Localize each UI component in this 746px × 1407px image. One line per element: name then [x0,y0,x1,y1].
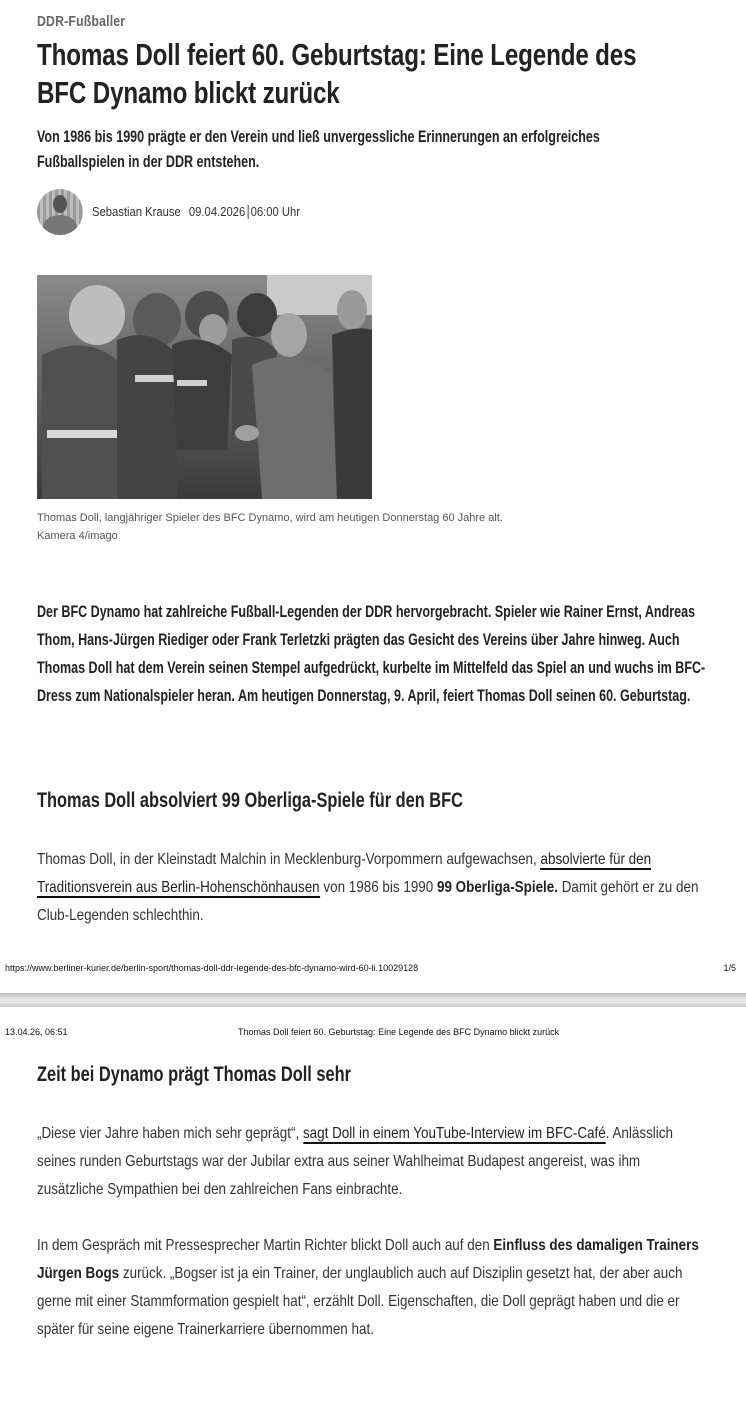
bold-oberliga-spiele: 99 Oberliga-Spiele. [436,879,558,896]
section-zeit-paragraph-2 [37,1232,709,1344]
text: . Anlässlich seines runden Geburtstags war der Jubilar extra aus seiner Wahlheimat Budapest angereist, was ihm zusätzliche Sympathien bei den zahlreichen Fans einbrachte. [37,1125,673,1198]
avatar-head-shape [53,195,67,213]
author-row [37,188,323,236]
author-name[interactable]: Sebastian Krause [92,205,181,219]
image-caption [37,509,503,545]
section-heading-zeit-bei-dynamo: Zeit bei Dynamo prägt Thomas Doll sehr [37,1063,352,1086]
text: zurück. „Bogser ist ja ein Trainer, der unglaublich auch auf Disziplin gesetzt hat, der aber auch gerne mit einer Stammformation gespielt hat“, erzählt Doll. Eigenschaften, die Doll geprägt haben und die er später für seine eigene Trainerkarriere übernommen hat. [37,1265,683,1338]
text: Thomas Doll, in der Kleinstadt Malchin in Mecklenburg-Vorpommern aufgewachsen, [37,851,541,868]
print-page-number: 1/5 [723,963,736,973]
article-meta [92,205,300,219]
article-lead: Von 1986 bis 1990 prägte er den Verein und ließ unvergessliche Erinnerungen an erfolgreiches Fußballspielen in der DDR entstehen. [37,128,600,171]
caption-text: Thomas Doll, langjähriger Spieler des BFC Dynamo, wird am heutigen Donnerstag 60 Jahre alt. [37,512,503,524]
link-youtube-interview[interactable]: sagt Doll in einem YouTube-Interview im BFC-Café [302,1125,606,1142]
bold-einfluss-trainer: Einfluss des damaligen Trainers Jürgen Bogs [37,1237,699,1282]
meta-divider [248,205,249,219]
text: Damit gehört er zu den Club-Legenden schlechthin. [37,879,699,924]
section-heading-oberliga: Thomas Doll absolviert 99 Oberliga-Spiele für den BFC [37,789,463,812]
publish-date: 09.04.2026 [188,205,246,219]
article-image[interactable] [37,275,372,499]
section-oberliga-paragraph [37,846,709,930]
print-footer-url: https://www.berliner-kurier.de/berlin-sport/thomas-doll-ddr-legende-des-bfc-dynamo-wird-60-li.10029128 [5,963,419,973]
photo-placeholder-icon [37,275,372,499]
article-kicker[interactable]: DDR-Fußballer [37,13,126,30]
link-traditionsverein[interactable]: absolvierte für den Traditionsverein aus Berlin-Hohenschönhausen [37,851,652,896]
text: „Diese vier Jahre haben mich sehr geprägt“, [37,1125,303,1142]
avatar-body-shape [43,215,77,235]
image-credit: Kamera 4/imago [37,530,118,542]
page-separator [0,993,746,1007]
text: In dem Gespräch mit Pressesprecher Martin Richter blickt Doll auch auf den [37,1237,494,1254]
print-header-date: 13.04.26, 06:51 [5,1027,68,1037]
print-header-title: Thomas Doll feiert 60. Geburtstag: Eine Legende des BFC Dynamo blickt zurück [238,1027,560,1037]
article-intro: Der BFC Dynamo hat zahlreiche Fußball-Legenden der DDR hervorgebracht. Spieler wie Rainer Ernst, Andreas Thom, Hans-Jürgen Riediger oder Frank Terletzki prägten das Gesicht des Vereins über Jahre hinweg. Auch Thomas Doll hat dem Verein seinen Stempel aufgedrückt, kurbelte im Mittelfeld das Spiel an und wuchs im BFC-Dress zum Nationalspieler heran. Am heutigen Donnerstag, 9. April, feiert Thomas Doll seinen 60. Geburtstag. [37,603,706,705]
author-avatar[interactable] [37,189,83,235]
text: von 1986 bis 1990 [319,879,437,896]
publish-time: 06:00 Uhr [250,205,301,219]
section-zeit-paragraph-1 [37,1120,709,1204]
article-title: Thomas Doll feiert 60. Geburtstag: Eine Legende des BFC Dynamo blickt zurück [37,37,637,110]
